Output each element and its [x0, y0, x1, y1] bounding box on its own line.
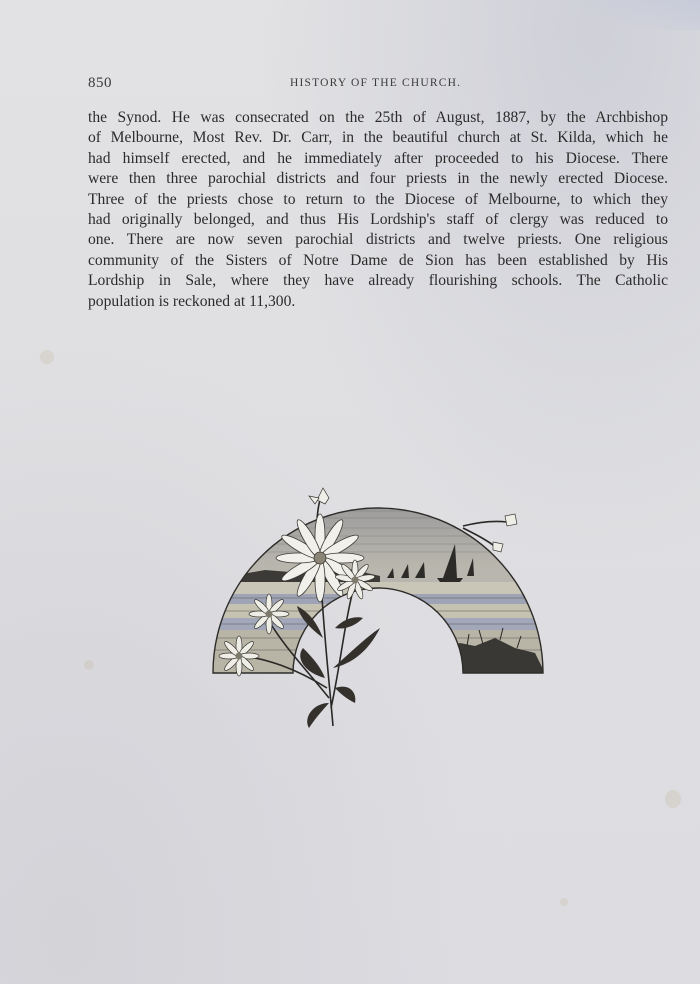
- paper-stain: [560, 898, 568, 906]
- text-line: of Melbourne, Most Rev. Dr. Carr, in the beautiful church at St. Kilda, which he: [88, 129, 668, 147]
- fan-vignette-illustration: [205, 478, 550, 733]
- text-line: one. There are now seven parochial districts and twelve priests. One religious: [88, 231, 668, 249]
- text-line: had originally belonged, and thus His Lordship's staff of clergy was reduced to: [88, 211, 668, 229]
- paper-stain: [84, 660, 94, 670]
- flower-bud-right: [493, 514, 517, 552]
- text-line: Three of the priests chose to return to the Diocese of Melbourne, to which they: [88, 190, 668, 208]
- page-number: 850: [88, 75, 112, 91]
- paper-stain: [40, 350, 54, 364]
- text-line: had himself erected, and he immediately after proceeded to his Diocese. There: [88, 149, 668, 167]
- text-line: Lordship in Sale, where they have already flourishing schools. The Catholic: [88, 272, 668, 290]
- text-line: community of the Sisters of Notre Dame de Sion has been established by His: [88, 251, 668, 269]
- daisy-lower-left: [219, 636, 259, 676]
- paper-stain: [665, 790, 681, 808]
- page-corner-tint: [580, 0, 700, 30]
- text-line: population is reckoned at 11,300.: [88, 292, 296, 310]
- text-line: the Synod. He was consecrated on the 25th of August, 1887, by the Archbishop: [88, 109, 668, 126]
- running-title: HISTORY OF THE CHURCH.: [290, 77, 462, 89]
- body-paragraph: [88, 108, 668, 312]
- text-line: were then three parochial districts and four priests in the newly erected Diocese.: [88, 170, 668, 188]
- daisy-left: [249, 594, 289, 634]
